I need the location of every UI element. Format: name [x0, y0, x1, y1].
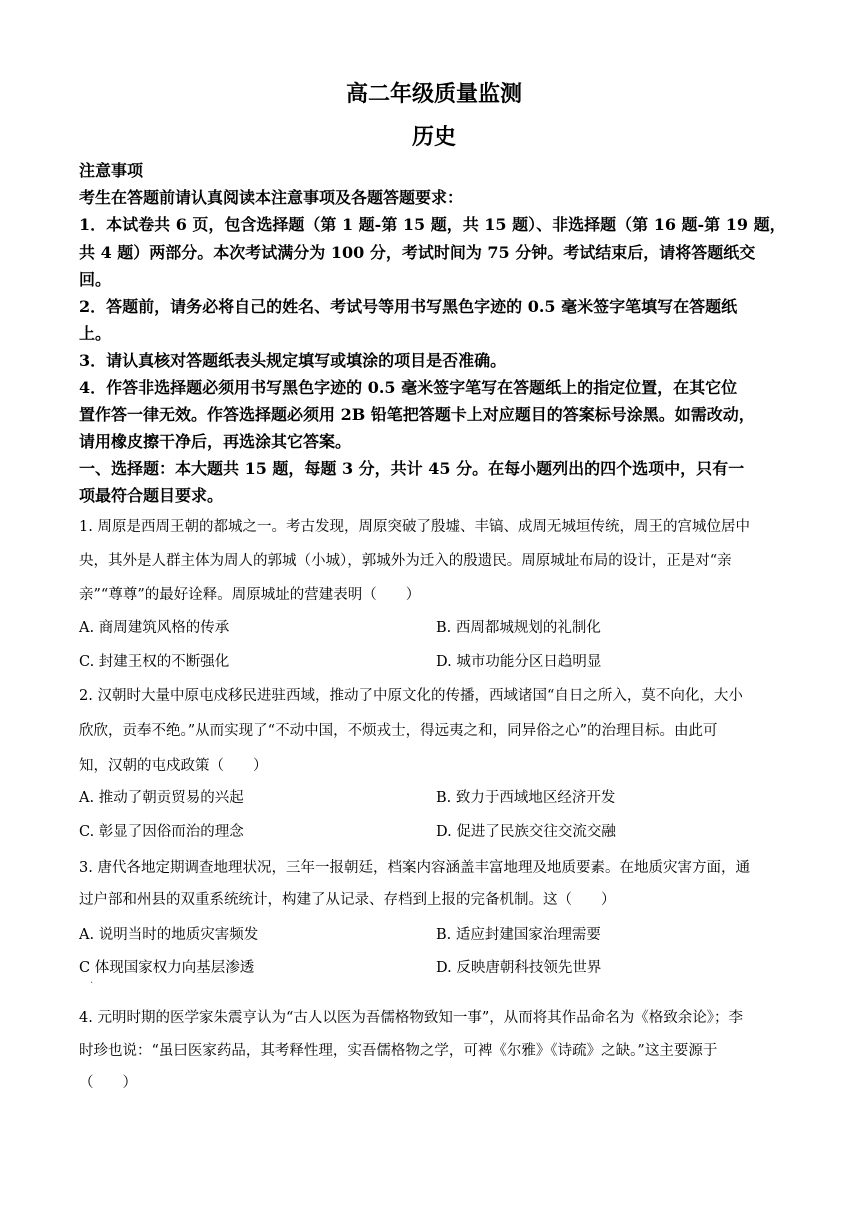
notice-line: 上。: [79, 324, 112, 343]
question-4-text: （ ）: [79, 1075, 137, 1091]
question-4-text: 4. 元明时期的医学家朱震亨认为“古人以医为吾儒格物致知一事”，从而将其作品命名为《格致余论》；李: [79, 1010, 744, 1026]
question-2-option-d[interactable]: D. 促进了民族交往交流交融: [436, 824, 616, 840]
question-2-option-a[interactable]: A. 推动了朝贡贸易的兴起: [79, 790, 244, 806]
question-3-text: 3. 唐代各地定期调查地理状况，三年一报朝廷，档案内容涵盖丰富地理及地质要素。在地质灾害方面，通: [79, 860, 750, 876]
notice-line: 1．本试卷共 6 页，包含选择题（第 1 题-第 15 题，共 15 题）、非选择题（第 16 题-第 19 题，: [79, 215, 786, 234]
question-3-option-c[interactable]: C 体现国家权力向基层渗透: [79, 960, 255, 976]
question-2-text: 知，汉朝的屯戍政策（ ）: [79, 758, 268, 774]
question-4-text: 时珍也说：“虽曰医家药品，其考释性理，实吾儒格物之学，可裨《尔雅》《诗疏》之缺。”这主要源于: [79, 1043, 718, 1059]
question-1-text: 1. 周原是西周王朝的都城之一。考古发现，周原突破了殷墟、丰镐、成周无城垣传统，周王的宫城位居中: [79, 519, 750, 535]
notice-line: 共 4 题）两部分。本次考试满分为 100 分，考试时间为 75 分钟。考试结束后，请将答题纸交: [79, 243, 756, 262]
question-2-option-c[interactable]: C. 彰显了因俗而治的理念: [79, 824, 244, 840]
question-2-option-b[interactable]: B. 致力于西域地区经济开发: [436, 790, 616, 806]
notice-line: 请用橡皮擦干净后，再选涂其它答案。: [79, 432, 352, 451]
section-heading: 一、选择题：本大题共 15 题，每题 3 分，共计 45 分。在每小题列出的四个选项中，只有一: [79, 459, 745, 478]
question-3-option-b[interactable]: B. 适应封建国家治理需要: [436, 927, 601, 943]
notice-line: 3．请认真核对答题纸表头规定填写或填涂的项目是否准确。: [79, 351, 507, 370]
stray-mark: ·: [90, 978, 94, 989]
notice-intro: 考生在答题前请认真阅读本注意事项及各题答题要求：: [79, 188, 464, 207]
question-1-text: 央，其外是人群主体为周人的郭城（小城），郭城外为迁入的殷遗民。周原城址布局的设计，正是对“亲: [79, 553, 732, 569]
notice-line: 回。: [79, 270, 112, 289]
notice-line: 4．作答非选择题必须用书写黑色字迹的 0.5 毫米签字笔写在答题纸上的指定位置，在其它位: [79, 378, 738, 397]
section-heading: 项最符合题目要求。: [79, 486, 224, 505]
question-3-option-d[interactable]: D. 反映唐朝科技领先世界: [436, 960, 602, 976]
notice-line: 置作答一律无效。作答选择题必须用 2B 铅笔把答题卡上对应题目的答案标号涂黑。如需改动，: [79, 405, 755, 424]
subject-title: 历史: [411, 124, 456, 150]
exam-title: 高二年级质量监测: [345, 81, 522, 107]
question-1-option-d[interactable]: D. 城市功能分区日趋明显: [436, 654, 602, 670]
question-3-option-a[interactable]: A. 说明当时的地质灾害频发: [79, 927, 259, 943]
question-1-option-a[interactable]: A. 商周建筑风格的传承: [79, 620, 230, 636]
question-1-text: 亲”“尊尊”的最好诠释。周原城址的营建表明（ ）: [79, 587, 421, 603]
question-2-text: 欣欣，贡奉不绝。”从而实现了“不动中国，不烦戎士，得远夷之和，同异俗之心”的治理目标。由此可: [79, 723, 718, 739]
notice-heading: 注意事项: [79, 161, 144, 180]
question-1-option-b[interactable]: B. 西周都城规划的礼制化: [436, 620, 601, 636]
question-3-text: 过户部和州县的双重系统统计，构建了从记录、存档到上报的完备机制。这（ ）: [79, 892, 616, 908]
question-2-text: 2. 汉朝时大量中原屯戍移民进驻西域，推动了中原文化的传播，西域诸国“自日之所入，莫不向化，大小: [79, 688, 743, 704]
notice-line: 2．答题前，请务必将自己的姓名、考试号等用书写黑色字迹的 0.5 毫米签字笔填写在答题纸: [79, 297, 738, 316]
question-1-option-c[interactable]: C. 封建王权的不断强化: [79, 654, 230, 670]
